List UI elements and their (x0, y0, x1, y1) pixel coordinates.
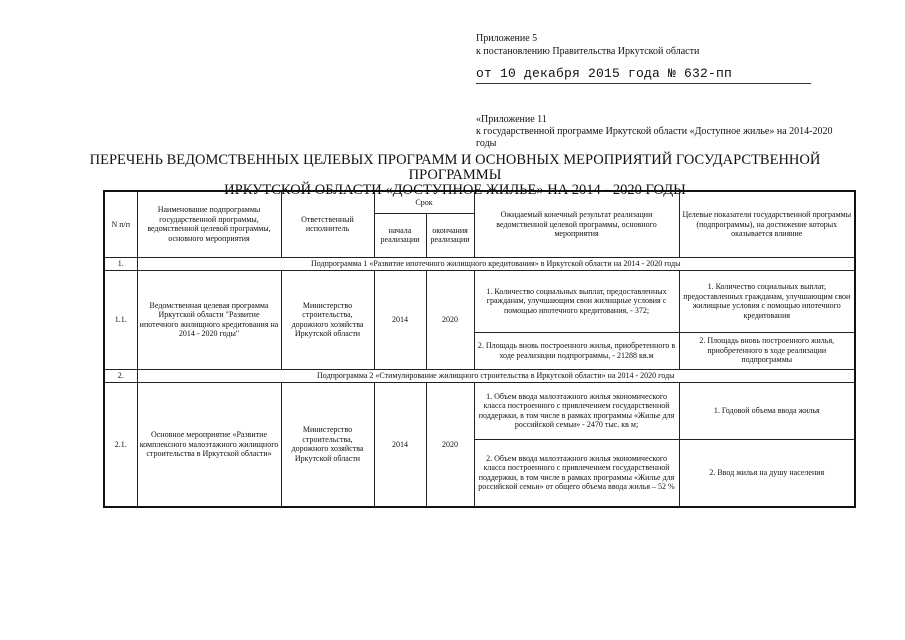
header-end: окончания реализации (426, 213, 474, 257)
header-name: Наименование подпрограммы государственной программы, ведомственной целевой программы, основного мероприятия (137, 191, 281, 257)
header-start: начала реализации (374, 213, 426, 257)
header-indicators: Целевые показатели государственной программы (подпрограммы), на достижение которых оказывается влияние (679, 191, 855, 257)
header-result: Ожидаемый конечный результат реализации ведомственной целевой программы, основного мероприятия (474, 191, 679, 257)
row-1-1-start: 2014 (374, 270, 426, 369)
title-line-2: ИРКУТСКОЙ ОБЛАСТИ «ДОСТУПНОЕ ЖИЛЬЕ» НА 2014 - 2020 ГОДЫ (224, 182, 686, 198)
row-1-1-result-2: 2. Площадь вновь построенного жилья, приобретенного в ходе реализации подпрограммы, - 21288 кв.м (474, 332, 679, 369)
row-2-1-a (104, 382, 855, 439)
row-1-1-indicator-1: 1. Количество социальных выплат, предоставленных гражданам, улучшающим свои жилищные условия с помощью ипотечного кредитования (679, 270, 855, 332)
title-line-1: ПЕРЕЧЕНЬ ВЕДОМСТВЕННЫХ ЦЕЛЕВЫХ ПРОГРАММ И ОСНОВНЫХ МЕРОПРИЯТИЙ ГОСУДАРСТВЕННОЙ ПРОГРАММЫ (89, 152, 821, 183)
header-executor: Ответственный исполнитель (281, 191, 374, 257)
row-1-1-a (104, 270, 855, 332)
section-1-num: 1. (104, 257, 137, 270)
row-1-1-name: Ведомственная целевая программа Иркутской области "Развитие ипотечного жилищного кредитования на 2014 - 2020 годы" (137, 270, 281, 369)
row-1-1-end: 2020 (426, 270, 474, 369)
appendix-5-label: Приложение 5 (476, 33, 538, 44)
row-2-1-num: 2.1. (104, 382, 137, 507)
section-2-num: 2. (104, 369, 137, 382)
row-1-1-result-1: 1. Количество социальных выплат, предоставленных гражданам, улучшающим свои жилищные условия с помощью ипотечного кредитования, - 372; (474, 270, 679, 332)
row-2-1-executor: Министерство строительства, дорожного хозяйства Иркутской области (281, 382, 374, 507)
section-2-title: Подпрограмма 2 «Стимулирование жилищного строительства в Иркутской области» на 2014 - 2020 годы (137, 369, 855, 382)
row-1-1-num: 1.1. (104, 270, 137, 369)
row-1-1-indicator-2: 2. Площадь вновь построенного жилья, приобретенного в ходе реализации подпрограммы (679, 332, 855, 369)
row-2-1-name: Основное мероприятие «Развитие комплексного малоэтажного жилищного строительства в Иркутской области» (137, 382, 281, 507)
header-row-1 (104, 191, 855, 213)
row-2-1-indicator-1: 1. Годовой объема ввода жилья (679, 382, 855, 439)
row-1-1-executor: Министерство строительства, дорожного хозяйства Иркутской области (281, 270, 374, 369)
resolution-reference: к постановлению Правительства Иркутской области (476, 46, 700, 57)
row-2-1-result-2: 2. Объем ввода малоэтажного жилья экономического класса построенного с привлечением государственной поддержки, в том числе в рамках программы «Жилье для российской семьи» от общего объема ввода жилья – 52 % (474, 439, 679, 507)
program-years: годы (476, 138, 497, 149)
section-2-row (104, 369, 855, 382)
row-2-1-result-1: 1. Объем ввода малоэтажного жилья экономического класса построенного с привлечением государственной поддержки, в том числе в рамках программы «Жилье для российской семьи» - 2470 тыс. кв м; (474, 382, 679, 439)
row-2-1-start: 2014 (374, 382, 426, 507)
header-term: Срок (374, 191, 474, 213)
appendix-11-label: «Приложение 11 (476, 114, 547, 125)
programs-table (103, 190, 856, 508)
header-num: N п/п (104, 191, 137, 257)
resolution-date-number: от 10 декабря 2015 года № 632-пп (476, 66, 733, 81)
section-1-title: Подпрограмма 1 «Развитие ипотечного жилищного кредитования» в Иркутской области на 2014 - 2020 годы (137, 257, 855, 270)
section-1-row (104, 257, 855, 270)
row-2-1-indicator-2: 2. Ввод жилья на душу населения (679, 439, 855, 507)
row-2-1-end: 2020 (426, 382, 474, 507)
date-underline (476, 83, 811, 84)
program-reference: к государственной программе Иркутской области «Доступное жилье» на 2014-2020 (476, 126, 833, 137)
